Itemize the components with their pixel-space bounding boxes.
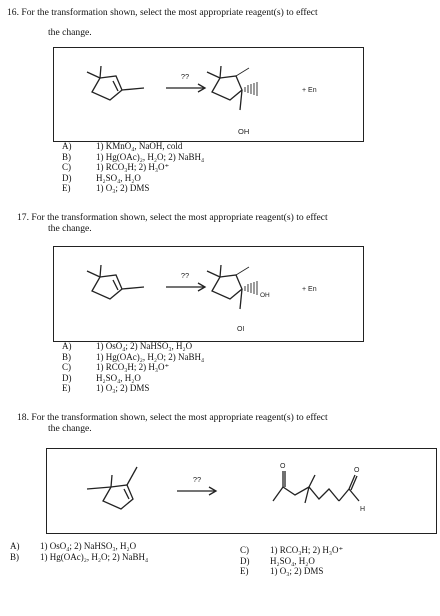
q18-option-b[interactable]: B) 1) Hg(OAc)₂, H₂O; 2) NaBH₄ [10,551,149,562]
q16-option-d[interactable]: D) H₂SO₄, H₂O [62,172,141,183]
q18-aldehyde-h-label: H [360,506,366,513]
q17-oh-side-label: OH [260,292,270,299]
q18-heading: 18. For the transformation shown, select the most appropriate reagent(s) to effect [17,412,328,423]
q16-option-e[interactable]: E) 1) O₃; 2) DMS [62,183,150,193]
q18-arrow-label: ?? [192,475,202,484]
q18-option-a[interactable]: A) 1) OsO₄; 2) NaHSO₃, H₂O [10,541,137,551]
q17-options [62,341,204,394]
q16-heading: 16. For the transformation shown, select the most appropriate reagent(s) to effect [7,7,318,18]
q16-heading-cont: the change. [48,27,92,38]
q17-reaction-diagram [54,247,365,343]
q16-product-ring [212,76,242,100]
q17-oi-label: OI [237,326,245,333]
q18-heading-cont: the change. [48,423,92,434]
q18-reaction-diagram [47,449,438,535]
q16-options [62,141,204,194]
q16-oh-label: OH [238,127,250,136]
q17-arrow-label: ?? [180,271,190,280]
q17-heading: 17. For the transformation shown, select the most appropriate reagent(s) to effect [17,212,328,223]
q16-option-a[interactable]: A) 1) KMnO₄, NaOH, cold [62,141,183,151]
q18-options-right [240,545,343,577]
q17-option-a[interactable]: A) 1) OsO₄; 2) NaHSO₃, H₂O [62,341,193,351]
q17-option-d[interactable]: D) H₂SO₄, H₂O [62,372,141,383]
q18-reaction-box [46,448,437,534]
q17-reaction-box [53,246,364,342]
q17-hashed-wedge [245,281,257,295]
q18-aldehyde-o-label: O [354,467,360,474]
q17-byproduct: + En [302,286,317,293]
q17-reactant-ring [92,275,122,299]
q18-ketone-o-label: O [280,463,286,470]
q17-option-c[interactable]: C) 1) RCO₃H; 2) H₃O⁺ [62,362,170,372]
q17-option-e[interactable]: E) 1) O₃; 2) DMS [62,383,150,393]
q16-arrow-label: ?? [180,72,190,81]
q18-option-d[interactable]: D) H₂SO₄, H₂O [240,555,315,566]
q17-product-ring [212,275,242,299]
q16-reaction-box [53,47,364,142]
q16-hashed-wedge [245,82,257,96]
q16-reaction-diagram [54,48,365,143]
q16-byproduct: + En [302,87,317,94]
q16-reactant-ring [92,76,122,100]
q18-option-e[interactable]: E) 1) O₃; 2) DMS [240,566,324,576]
q18-options-left [10,541,148,562]
q16-option-b[interactable]: B) 1) Hg(OAc)₂, H₂O; 2) NaBH₄ [62,151,205,162]
q17-option-b[interactable]: B) 1) Hg(OAc)₂, H₂O; 2) NaBH₄ [62,351,205,362]
q18-option-c[interactable]: C) 1) RCO₃H; 2) H₃O⁺ [240,545,344,555]
q16-option-c[interactable]: C) 1) RCO₃H; 2) H₃O⁺ [62,162,170,172]
q17-heading-cont: the change. [48,223,92,234]
